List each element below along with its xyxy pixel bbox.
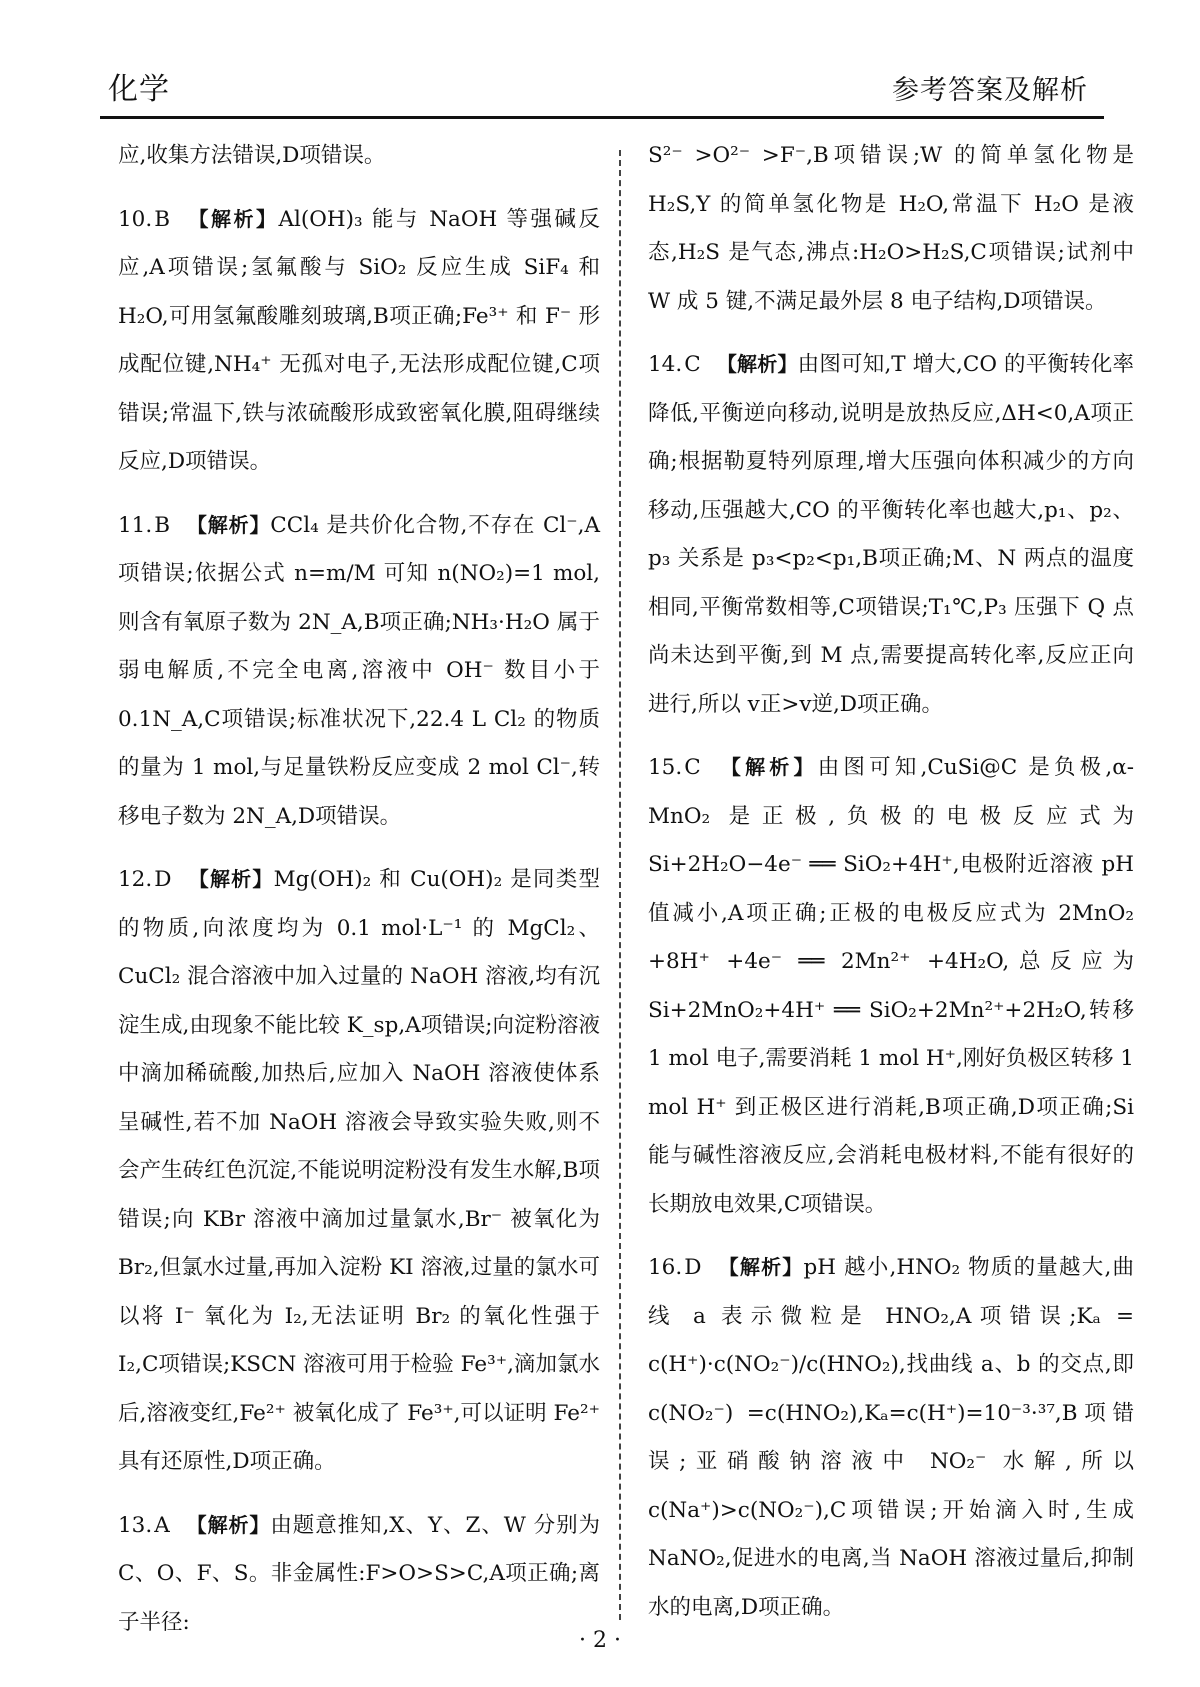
analysis-tag: 【解析】 <box>716 352 798 376</box>
answer-item-13 <box>118 1501 600 1648</box>
continuation-text: 应,收集方法错误,D项错误。 <box>118 143 386 168</box>
answer-item-15 <box>648 743 1134 1229</box>
analysis-tag: 【解析】 <box>185 1512 271 1537</box>
answer-item-16 <box>648 1243 1134 1632</box>
item-number: 14. <box>648 352 683 377</box>
item-number: 10. <box>118 206 153 232</box>
item-answer: C <box>684 755 701 780</box>
analysis-text: 由题意推知,X、Y、Z、W 分别为 C、O、F、S。非金属性:F>O>S>C,A项正确;离子半径: <box>118 1512 600 1635</box>
answer-item-10 <box>118 195 600 487</box>
analysis-text: CCl₄ 是共价化合物,不存在 Cl⁻,A项错误;依据公式 n=m/M 可知 n(NO₂)=1 mol,则含有氧原子数为 2N_A,B项正确;NH₃·H₂O 属于弱电解质,不完全电离,溶液中 OH⁻ 数目小于0.1N_A,C项错误;标准状况下,22.4 L Cl₂ 的物质的量为 1 mol,与足量铁粉反应变成 2 mol Cl⁻,转移电子数为 2N_A,D项错误。 <box>118 512 601 829</box>
right-column <box>648 132 1134 1646</box>
item-number: 11. <box>118 512 153 538</box>
left-column <box>118 132 600 1661</box>
analysis-tag: 【解析】 <box>187 867 274 891</box>
column-divider <box>619 150 621 1620</box>
answer-item-11 <box>118 501 600 842</box>
page-number: · 2 · <box>579 1628 621 1653</box>
item-number: 12. <box>118 867 153 892</box>
continuation-text: S²⁻ >O²⁻ >F⁻,B项错误;W 的简单氢化物是 H₂S,Y 的简单氢化物是 H₂O,常温下 H₂O 是液态,H₂S 是气态,沸点:H₂O>H₂S,C项错误;试剂中 W 成 5 键,不满足最外层 8 电子结构,D项错误。 <box>648 143 1134 314</box>
item-answer: D <box>154 867 172 892</box>
answer-item-14 <box>648 340 1134 729</box>
analysis-tag: 【解析】 <box>716 755 818 779</box>
item-number: 16. <box>648 1255 683 1280</box>
item-answer: B <box>154 512 171 538</box>
item-number: 13. <box>118 1512 153 1538</box>
analysis-text: Al(OH)₃ 能与 NaOH 等强碱反应,A项错误;氢氟酸与 SiO₂ 反应生成 SiF₄ 和 H₂O,可用氢氟酸雕刻玻璃,B项正确;Fe³⁺ 和 F⁻ 形成配位键,NH₄⁺ 无孤对电子,无法形成配位键,C项错误;常温下,铁与浓硫酸形成致密氧化膜,阻碍继续反应,D项错误。 <box>118 206 600 474</box>
analysis-tag: 【解析】 <box>717 1255 804 1279</box>
analysis-text: pH 越小,HNO₂ 物质的量越大,曲线 a 表示微粒是 HNO₂,A项错误;Kₐ = c(H⁺)·c(NO₂⁻)/c(HNO₂),找曲线 a、b 的交点,即 c(NO₂⁻) =c(HNO₂),Kₐ=c(H⁺)=10⁻³·³⁷,B项错误;亚硝酸钠溶液中 NO₂⁻ 水解,所以 c(Na⁺)>c(NO₂⁻),C项错误;开始滴入时,生成 NaNO₂,促进水的电离,当 NaOH 溶液过量后,抑制水的电离,D项正确。 <box>648 1255 1134 1620</box>
analysis-text: 由图可知,CuSi@C 是负极,α-MnO₂ 是正极,负极的电极反应式为 Si+2H₂O−4e⁻ ══ SiO₂+4H⁺,电极附近溶液 pH 值减小,A项正确;正极的电极反应式为 2MnO₂ +8H⁺ +4e⁻ ══ 2Mn²⁺ +4H₂O,总反应为 Si+2MnO₂+4H⁺ ══ SiO₂+2Mn²⁺+2H₂O,转移 1 mol 电子,需要消耗 1 mol H⁺,刚好负极区转移 1 mol H⁺ 到正极区进行消耗,B项正确,D项正确;Si 能与碱性溶液反应,会消耗电极材料,不能有很好的长期放电效果,C项错误。 <box>648 755 1135 1217</box>
item-answer: C <box>684 352 701 377</box>
subject-title: 化学 <box>108 72 170 107</box>
analysis-tag: 【解析】 <box>186 512 271 537</box>
item-answer: D <box>684 1255 702 1280</box>
answer-item-12 <box>118 855 600 1487</box>
item-answer: A <box>154 1512 170 1538</box>
item-answer: B <box>154 206 171 232</box>
item-number: 15. <box>648 755 683 780</box>
section-title: 参考答案及解析 <box>892 75 1088 106</box>
header-rule <box>100 116 1104 119</box>
analysis-text: 由图可知,T 增大,CO 的平衡转化率降低,平衡逆向移动,说明是放热反应,ΔH<0,A项正确;根据勒夏特列原理,增大压强向体积减少的方向移动,压强越大,CO 的平衡转化率也越大,p₁、p₂、p₃ 关系是 p₃<p₂<p₁,B项正确;M、N 两点的温度相同,平衡常数相等,C项错误;T₁℃,P₃ 压强下 Q 点尚未达到平衡,到 M 点,需要提高转化率,反应正向进行,所以 v正>v逆,D项正确。 <box>648 352 1134 717</box>
analysis-text: Mg(OH)₂ 和 Cu(OH)₂ 是同类型的物质,向浓度均为 0.1 mol·L⁻¹ 的 MgCl₂、CuCl₂ 混合溶液中加入过量的 NaOH 溶液,均有沉淀生成,由现象不能比较 K_sp,A项错误;向淀粉溶液中滴加稀硫酸,加热后,应加入 NaOH 溶液使体系呈碱性,若不加 NaOH 溶液会导致实验失败,则不会产生砖红色沉淀,不能说明淀粉没有发生水解,B项错误;向 KBr 溶液中滴加过量氯水,Br⁻ 被氧化为 Br₂,但氯水过量,再加入淀粉 KI 溶液,过量的氯水可以将 I⁻ 氧化为 I₂,无法证明 Br₂ 的氧化性强于 I₂,C项错误;KSCN 溶液可用于检验 Fe³⁺,滴加氯水后,溶液变红,Fe²⁺ 被氧化成了 Fe³⁺,可以证明 Fe²⁺ 具有还原性,D项正确。 <box>118 867 600 1474</box>
analysis-tag: 【解析】 <box>186 206 279 231</box>
